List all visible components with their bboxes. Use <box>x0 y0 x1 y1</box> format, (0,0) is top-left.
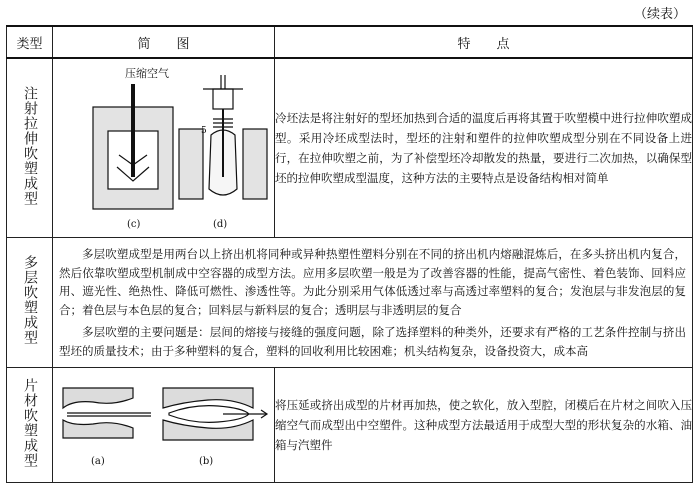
figure-cell-injection <box>53 58 275 238</box>
air-label: 压缩空气 <box>125 67 169 80</box>
multilayer-paragraph-1: 多层吹塑成型是用两台以上挤出机将同种或异种热塑性塑料分别在不同的挤出机内熔融混炼后，在多头挤出机内复合，然后依靠吹塑成型机制成中空容器的成型方法。应用多层吹塑一般是为了改善容器的性能，提高气密性、着色装饰、回料应用、遮光性、绝热性、降低可燃性、渗透性等。为此分别采用气体低透过率与高透过率塑料的复合；发泡层与非发泡层的复合；着色层与本色层的复合；回料层与新料层的复合；透明层与非透明层的复合 <box>59 247 686 317</box>
label-a: (a) <box>91 456 105 467</box>
type-cell-sheet <box>7 368 53 483</box>
sheet-blow-diagram <box>53 368 273 478</box>
label-d: (d) <box>213 219 228 230</box>
mold-a <box>63 388 151 438</box>
label-c: (c) <box>127 219 141 230</box>
header-type: 类型 <box>7 26 53 58</box>
label-b: (b) <box>199 456 214 467</box>
header-figure: 简 图 <box>53 26 275 58</box>
mold-d <box>179 75 267 199</box>
continued-label: （续表） <box>633 7 686 22</box>
table-row-multilayer <box>7 238 693 368</box>
label-5: 5 <box>201 126 207 136</box>
header-features: 特 点 <box>275 26 693 58</box>
type-label-injection: 注射拉伸吹塑成型 <box>22 85 38 206</box>
type-cell-injection <box>7 58 53 238</box>
mold-b <box>163 388 267 440</box>
table-row-sheet <box>7 368 693 483</box>
multilayer-paragraph-2: 多层吹塑的主要问题是：层间的熔接与接缝的强度问题，除了选择塑料的种类外，还要求有严格的工艺条件控制与挤出型坯的质量技术；由于多种塑料的复合，塑料的回收利用比较困难；机头结构复杂，设备投资大，成本高 <box>59 325 686 358</box>
multilayer-text-cell <box>53 238 693 368</box>
type-label-sheet: 片材吹塑成型 <box>22 377 38 468</box>
features-sheet: 将压延或挤出成型的片材再加热，使之软化，放入型腔，闭模后在片材之间吹入压缩空气而成型出中空塑件。这种成型方法最适用于成型大型的形状复杂的水箱、油箱与汽塑件 <box>275 368 693 483</box>
type-cell-multilayer <box>7 238 53 368</box>
table-header-row <box>7 26 693 58</box>
type-label-multilayer: 多层吹塑成型 <box>22 255 38 345</box>
mold-c <box>93 84 173 209</box>
injection-stretch-diagram <box>53 59 273 233</box>
table-row-injection <box>7 58 693 238</box>
spec-table <box>6 25 693 483</box>
figure-cell-sheet <box>53 368 275 483</box>
features-injection: 冷坯法是将注射好的型坯加热到合适的温度后再将其置于吹塑模中进行拉伸吹塑成型。采用冷坯成型法时，型坯的注射和塑件的拉伸吹塑成型分别在不同设备上进行，在拉伸吹塑之前，为了补偿型坯冷却散发的热量，要进行二次加热，以确保型坯的拉伸吹塑成型温度，这种方法的主要特点是设备结构相对简单 <box>275 58 693 238</box>
